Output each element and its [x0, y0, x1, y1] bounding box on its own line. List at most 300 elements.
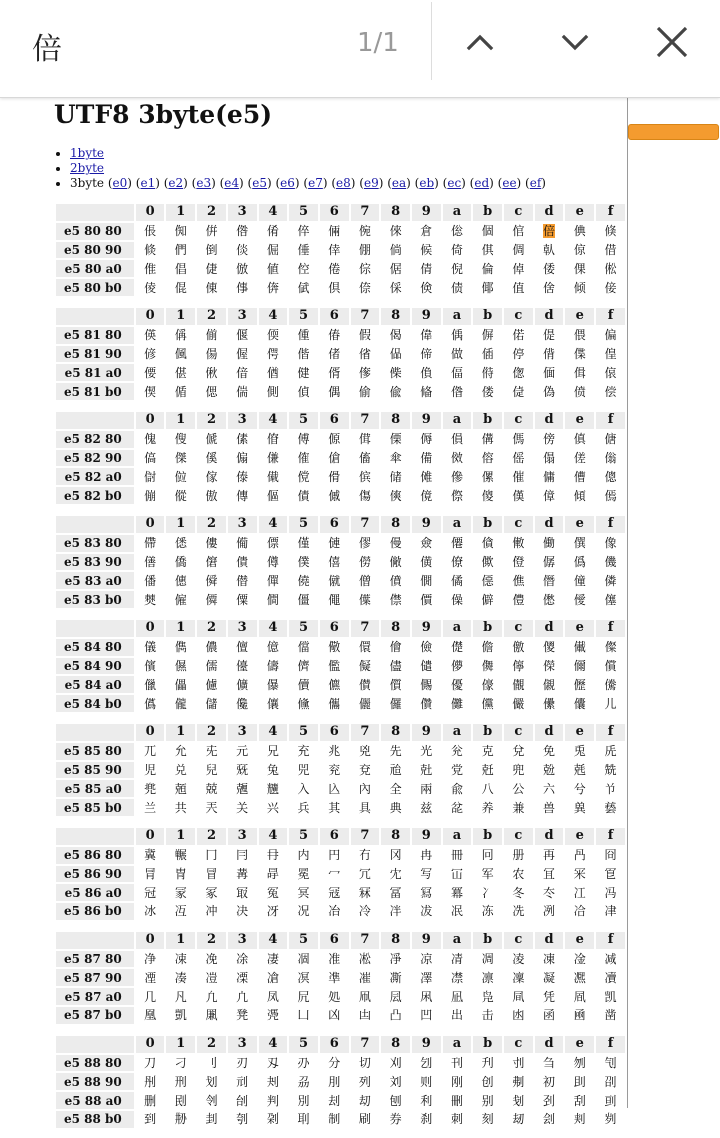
row-header: e5 83 80: [56, 535, 134, 552]
char-cell: 凞: [565, 969, 594, 986]
char-cell: 僟: [596, 554, 625, 571]
char-cell: 凚: [443, 969, 472, 986]
char-cell: 凣: [228, 988, 257, 1005]
column-header: 8: [381, 204, 410, 221]
column-header: 3: [228, 620, 257, 637]
previous-match-button[interactable]: [454, 18, 506, 66]
table-row: [56, 743, 625, 760]
char-cell: 冠: [136, 884, 165, 901]
column-header: 7: [351, 204, 380, 221]
char-cell: 偾: [565, 383, 594, 400]
row-header: e5 85 80: [56, 743, 134, 760]
char-cell: 兒: [197, 762, 226, 779]
char-cell: 儉: [412, 639, 441, 656]
char-cell: 們: [166, 242, 195, 259]
char-cell: 刴: [259, 1111, 288, 1128]
row-header: e5 81 b0: [56, 383, 134, 400]
find-query-input[interactable]: 倍: [32, 32, 62, 67]
char-cell: 偙: [412, 346, 441, 363]
column-header: d: [535, 516, 564, 533]
link-e1[interactable]: e1: [140, 176, 156, 190]
char-cell: 免: [535, 743, 564, 760]
table-row: [56, 1111, 625, 1128]
char-cell: 军: [473, 866, 502, 883]
char-cell: 倀: [136, 223, 165, 240]
column-header: 2: [197, 620, 226, 637]
char-cell: 兠: [136, 780, 165, 797]
char-cell: 僚: [443, 554, 472, 571]
column-header: 8: [381, 516, 410, 533]
char-cell: 偤: [259, 364, 288, 381]
column-header: d: [535, 204, 564, 221]
char-cell: 倠: [136, 260, 165, 277]
link-group-e9: (e9): [355, 176, 384, 190]
char-cell: 偦: [320, 364, 349, 381]
char-cell: 凿: [596, 1007, 625, 1024]
column-header: 7: [351, 828, 380, 845]
char-cell: 傃: [228, 431, 257, 448]
char-cell: 傊: [443, 431, 472, 448]
char-cell: 刣: [228, 1092, 257, 1109]
char-cell: 價: [412, 591, 441, 608]
char-cell: 冶: [320, 903, 349, 920]
column-header: 0: [136, 828, 165, 845]
column-header: b: [473, 412, 502, 429]
char-cell: 况: [289, 903, 318, 920]
char-cell: 儧: [351, 676, 380, 693]
char-cell: 兾: [565, 799, 594, 816]
column-header: 5: [289, 1036, 318, 1053]
char-cell: 偳: [228, 383, 257, 400]
column-header: 6: [320, 308, 349, 325]
char-cell: 儈: [381, 639, 410, 656]
byte3-link-group: [104, 176, 546, 190]
char-cell: 傠: [136, 468, 165, 485]
table-row: [56, 903, 625, 920]
char-cell: 傋: [473, 431, 502, 448]
char-cell: 傛: [473, 450, 502, 467]
column-header: 9: [412, 724, 441, 741]
char-cell: 冦: [320, 884, 349, 901]
next-match-button[interactable]: [549, 18, 601, 66]
scrollbar-track[interactable]: [628, 98, 720, 1108]
table-row: [56, 658, 625, 675]
column-header: 5: [289, 412, 318, 429]
char-cell: 儫: [473, 676, 502, 693]
char-cell: 偖: [320, 346, 349, 363]
column-header: c: [504, 204, 533, 221]
char-cell: 傐: [136, 450, 165, 467]
char-cell: 养: [473, 799, 502, 816]
link-group-ef: (ef): [521, 176, 546, 190]
char-cell: 僎: [565, 535, 594, 552]
char-cell: 倦: [320, 260, 349, 277]
char-cell: 冸: [381, 903, 410, 920]
link-e0[interactable]: e0: [112, 176, 128, 190]
char-cell: 刋: [473, 1055, 502, 1072]
char-cell: 傹: [412, 487, 441, 504]
char-cell: 倃: [228, 223, 257, 240]
char-cell: 兢: [197, 780, 226, 797]
row-header: e5 84 a0: [56, 676, 134, 693]
row-header: e5 82 b0: [56, 487, 134, 504]
char-cell: 刚: [443, 1073, 472, 1090]
char-cell: 偍: [535, 327, 564, 344]
char-cell: 冈: [381, 847, 410, 864]
corner-cell: [56, 204, 134, 221]
char-cell: 傾: [565, 487, 594, 504]
highlighted-char-cell: 倍: [535, 223, 564, 240]
row-header: e5 87 90: [56, 969, 134, 986]
column-header: 2: [197, 724, 226, 741]
char-cell: 凒: [197, 969, 226, 986]
char-cell: 刁: [166, 1055, 195, 1072]
char-cell: 刦: [320, 1092, 349, 1109]
char-cell: 偃: [228, 327, 257, 344]
row-header: e5 80 a0: [56, 260, 134, 277]
char-cell: 刑: [166, 1073, 195, 1090]
char-cell: 傇: [351, 431, 380, 448]
char-cell: 凬: [504, 988, 533, 1005]
char-cell: 冃: [228, 847, 257, 864]
row-header: e5 81 80: [56, 327, 134, 344]
link-ec[interactable]: ec: [447, 176, 462, 190]
char-cell: 倳: [228, 279, 257, 296]
char-cell: 兆: [320, 743, 349, 760]
char-cell: 倧: [351, 260, 380, 277]
char-cell: 兼: [504, 799, 533, 816]
char-cell: 僨: [381, 572, 410, 589]
row-header: e5 85 a0: [56, 780, 134, 797]
char-cell: 傱: [166, 487, 195, 504]
char-cell: 刢: [197, 1092, 226, 1109]
header-row: [56, 620, 625, 637]
table-row: [56, 639, 625, 656]
char-cell: 兎: [565, 743, 594, 760]
char-cell: 倇: [351, 223, 380, 240]
column-header: 6: [320, 724, 349, 741]
row-header: e5 80 90: [56, 242, 134, 259]
link-e3[interactable]: e3: [196, 176, 212, 190]
link-group-e4: (e4): [215, 176, 244, 190]
char-cell: 倶: [320, 279, 349, 296]
char-cell: 兰: [136, 799, 165, 816]
char-cell: 冲: [197, 903, 226, 920]
char-cell: 儱: [166, 695, 195, 712]
char-cell: 倎: [565, 223, 594, 240]
column-header: 0: [136, 932, 165, 949]
link-group-e7: (e7): [299, 176, 328, 190]
char-cell: 倢: [197, 260, 226, 277]
row-header: e5 86 90: [56, 866, 134, 883]
char-cell: 倷: [351, 279, 380, 296]
char-cell: 偷: [351, 383, 380, 400]
table-row: [56, 572, 625, 589]
column-header: 1: [166, 932, 195, 949]
char-cell: 偶: [320, 383, 349, 400]
column-header: 8: [381, 620, 410, 637]
table-row: [56, 468, 625, 485]
char-cell: 凫: [473, 988, 502, 1005]
char-cell: 僽: [535, 591, 564, 608]
column-header: a: [443, 932, 472, 949]
char-cell: 僁: [166, 535, 195, 552]
row-header: e5 83 b0: [56, 591, 134, 608]
column-header: 0: [136, 412, 165, 429]
char-cell: 僦: [320, 572, 349, 589]
char-cell: 刂: [197, 1055, 226, 1072]
char-cell: 僼: [504, 591, 533, 608]
char-cell: 催: [504, 468, 533, 485]
close-find-button[interactable]: [646, 18, 698, 66]
char-cell: 僆: [320, 535, 349, 552]
char-cell: 写: [412, 866, 441, 883]
table-row: [56, 866, 625, 883]
char-cell: 凱: [166, 1007, 195, 1024]
char-cell: 凶: [320, 1007, 349, 1024]
char-cell: 兌: [504, 743, 533, 760]
column-header: 4: [259, 724, 288, 741]
link-ef[interactable]: ef: [529, 176, 542, 190]
table-row: [56, 1007, 625, 1024]
column-header: b: [473, 620, 502, 637]
char-cell: 億: [259, 639, 288, 656]
link-group-ed: (ed): [465, 176, 494, 190]
header-row: [56, 1036, 625, 1053]
char-cell: 偟: [596, 346, 625, 363]
char-cell: 儾: [565, 695, 594, 712]
row-header: e5 87 80: [56, 951, 134, 968]
link-e7[interactable]: e7: [308, 176, 323, 190]
header-row: [56, 204, 625, 221]
char-cell: 僌: [504, 535, 533, 552]
chevron-up-icon: [454, 18, 506, 66]
char-cell: 儀: [136, 639, 165, 656]
char-cell: 凯: [596, 988, 625, 1005]
char-cell: 删: [136, 1092, 165, 1109]
char-cell: 刲: [197, 1111, 226, 1128]
char-cell: 凸: [381, 1007, 410, 1024]
char-cell: 刟: [596, 1073, 625, 1090]
char-cell: 偘: [381, 346, 410, 363]
row-header: e5 87 a0: [56, 988, 134, 1005]
char-cell: 倞: [565, 242, 594, 259]
column-header: 9: [412, 1036, 441, 1053]
char-cell: 倗: [351, 242, 380, 259]
char-cell: 冬: [504, 884, 533, 901]
table-row: [56, 847, 625, 864]
char-cell: 僠: [136, 572, 165, 589]
char-cell: 傥: [289, 468, 318, 485]
char-cell: 儢: [197, 676, 226, 693]
char-cell: 刼: [504, 1111, 533, 1128]
char-cell: 兊: [443, 743, 472, 760]
char-cell: 僢: [197, 572, 226, 589]
column-header: 3: [228, 724, 257, 741]
char-cell: 儳: [228, 695, 257, 712]
char-cell: 働: [535, 535, 564, 552]
column-header: 0: [136, 204, 165, 221]
link-group-ec: (ec): [438, 176, 466, 190]
column-header: b: [473, 308, 502, 325]
char-cell: 凊: [443, 951, 472, 968]
char-cell: 優: [443, 676, 472, 693]
link-e8[interactable]: e8: [336, 176, 351, 190]
char-cell: 凧: [351, 988, 380, 1005]
row-header: e5 80 b0: [56, 279, 134, 296]
char-cell: 偞: [565, 346, 594, 363]
char-cell: 傞: [565, 450, 594, 467]
char-cell: 僙: [412, 554, 441, 571]
char-cell: 僧: [351, 572, 380, 589]
char-cell: 傰: [136, 487, 165, 504]
char-cell: 倘: [381, 242, 410, 259]
link-ea[interactable]: ea: [391, 176, 407, 190]
char-cell: 刻: [473, 1111, 502, 1128]
link-2byte[interactable]: 2byte: [70, 161, 105, 175]
char-cell: 儝: [535, 658, 564, 675]
char-cell: 倄: [259, 223, 288, 240]
column-header: 7: [351, 412, 380, 429]
column-header: 8: [381, 308, 410, 325]
char-cell: 儿: [596, 695, 625, 712]
link-e6[interactable]: e6: [280, 176, 295, 190]
column-header: 2: [197, 828, 226, 845]
column-header: c: [504, 932, 533, 949]
char-cell: 刷: [351, 1111, 380, 1128]
char-cell: 儕: [289, 658, 318, 675]
char-cell: 倰: [136, 279, 165, 296]
char-cell: 兗: [351, 762, 380, 779]
char-cell: 別: [289, 1092, 318, 1109]
column-header: c: [504, 828, 533, 845]
char-cell: 僔: [259, 554, 288, 571]
link-e2[interactable]: e2: [168, 176, 184, 190]
char-cell: 具: [351, 799, 380, 816]
char-cell: 僴: [259, 591, 288, 608]
link-eb[interactable]: eb: [419, 176, 435, 190]
char-cell: 偭: [535, 364, 564, 381]
char-cell: 儯: [596, 676, 625, 693]
column-header: c: [504, 620, 533, 637]
char-cell: 僺: [443, 591, 472, 608]
char-cell: 刐: [136, 1073, 165, 1090]
char-cell: 冯: [596, 884, 625, 901]
char-cell: 倒: [197, 242, 226, 259]
char-cell: 凅: [289, 951, 318, 968]
char-cell: 倊: [443, 223, 472, 240]
char-table: [54, 306, 627, 402]
char-cell: 儴: [259, 695, 288, 712]
column-header: 0: [136, 620, 165, 637]
char-cell: 偋: [473, 327, 502, 344]
column-header: 6: [320, 204, 349, 221]
char-cell: 偏: [596, 327, 625, 344]
column-header: 8: [381, 724, 410, 741]
char-cell: 冝: [535, 866, 564, 883]
char-cell: 健: [289, 364, 318, 381]
char-cell: 刳: [228, 1111, 257, 1128]
link-ee[interactable]: ee: [502, 176, 517, 190]
char-table: [54, 722, 627, 818]
link-e4[interactable]: e4: [224, 176, 240, 190]
column-header: e: [565, 724, 594, 741]
char-cell: 冩: [412, 884, 441, 901]
column-header: 7: [351, 308, 380, 325]
char-cell: 倾: [565, 279, 594, 296]
row-header: e5 83 90: [56, 554, 134, 571]
link-group-e5: (e5): [243, 176, 272, 190]
char-cell: 傻: [473, 487, 502, 504]
char-cell: 冘: [381, 866, 410, 883]
column-header: 1: [166, 1036, 195, 1053]
header-row: [56, 412, 625, 429]
char-cell: 儩: [412, 676, 441, 693]
char-cell: 倲: [197, 279, 226, 296]
char-cell: 僰: [136, 591, 165, 608]
link-ed[interactable]: ed: [474, 176, 490, 190]
column-header: 0: [136, 308, 165, 325]
char-cell: 偈: [381, 327, 410, 344]
link-e9[interactable]: e9: [363, 176, 379, 190]
char-cell: 凥: [289, 988, 318, 1005]
column-header: 6: [320, 620, 349, 637]
char-cell: 冨: [381, 884, 410, 901]
char-cell: 傤: [259, 468, 288, 485]
column-header: e: [565, 932, 594, 949]
header-row: [56, 932, 625, 949]
char-cell: 倵: [289, 279, 318, 296]
char-cell: 冽: [535, 903, 564, 920]
table-row: [56, 431, 625, 448]
char-cell: 冭: [535, 884, 564, 901]
char-cell: 冡: [166, 884, 195, 901]
char-cell: 兝: [535, 762, 564, 779]
column-header: 5: [289, 204, 318, 221]
nav-item-2byte: [70, 161, 546, 176]
match-marker[interactable]: [628, 124, 719, 140]
char-cell: 凐: [136, 969, 165, 986]
row-header: e5 80 80: [56, 223, 134, 240]
char-cell: 僯: [596, 572, 625, 589]
char-cell: 僃: [228, 535, 257, 552]
link-e5[interactable]: e5: [252, 176, 267, 190]
char-cell: 儠: [136, 676, 165, 693]
char-cell: 冕: [289, 866, 318, 883]
char-cell: 傿: [596, 487, 625, 504]
column-header: 9: [412, 412, 441, 429]
column-header: d: [535, 1036, 564, 1053]
char-cell: 凟: [596, 969, 625, 986]
column-header: 3: [228, 412, 257, 429]
char-cell: 券: [381, 1111, 410, 1128]
char-cell: 儨: [381, 676, 410, 693]
char-cell: 兏: [596, 743, 625, 760]
row-header: e5 84 90: [56, 658, 134, 675]
char-cell: 倪: [443, 260, 472, 277]
char-cell: 側: [259, 383, 288, 400]
char-cell: 兀: [136, 743, 165, 760]
char-cell: 凪: [443, 988, 472, 1005]
row-header: e5 82 80: [56, 431, 134, 448]
link-1byte[interactable]: 1byte: [70, 146, 105, 160]
char-cell: 凜: [504, 969, 533, 986]
char-cell: 冑: [166, 866, 195, 883]
column-header: 6: [320, 516, 349, 533]
char-cell: 几: [136, 988, 165, 1005]
char-cell: 册: [504, 847, 533, 864]
char-cell: 刯: [596, 1092, 625, 1109]
